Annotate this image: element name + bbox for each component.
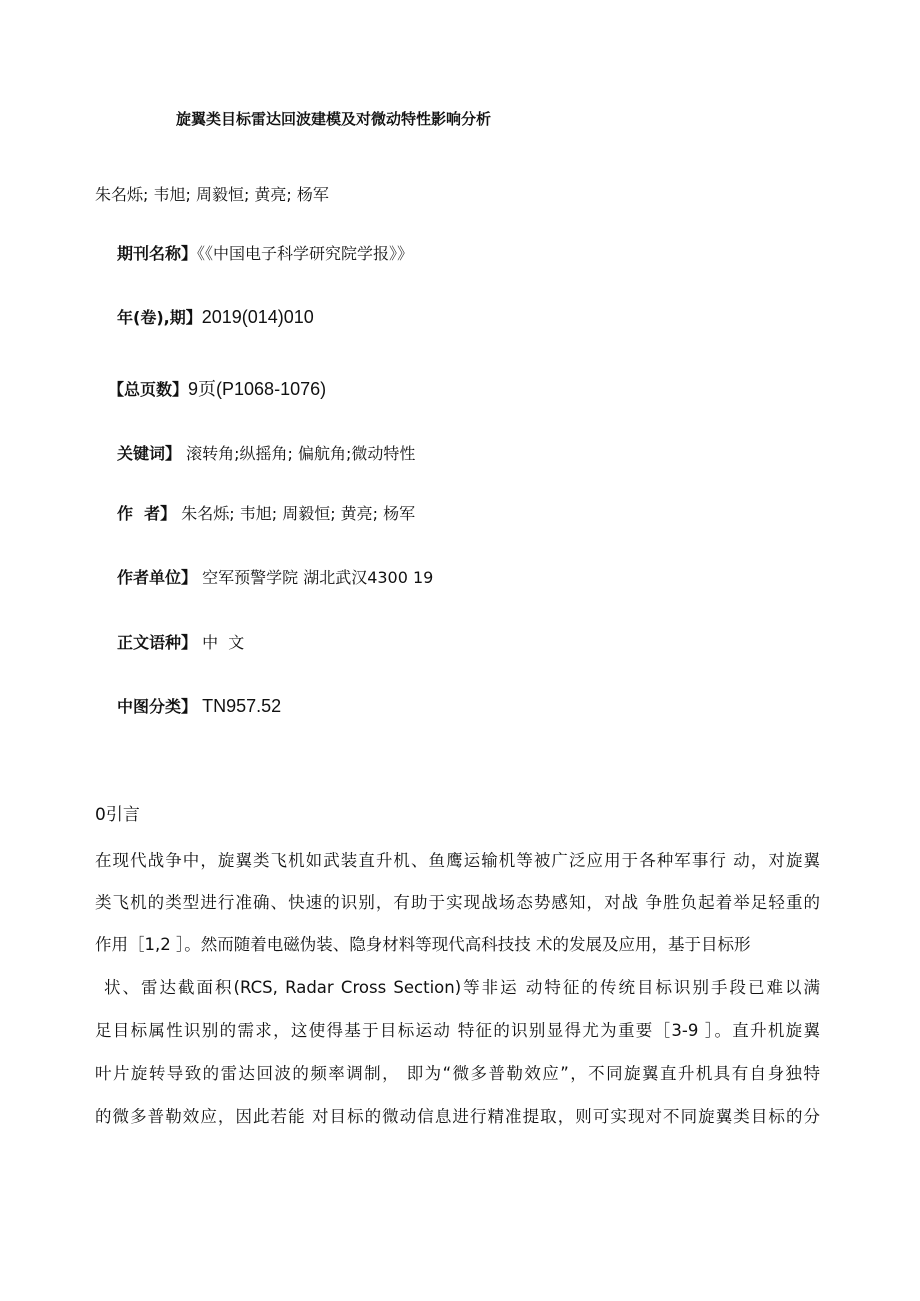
meta-classification — [117, 694, 281, 717]
meta-keywords — [117, 441, 415, 464]
meta-authors — [117, 501, 415, 524]
meta-value: 《《中国电子科学研究院学报》》 — [197, 244, 414, 263]
meta-value: TN957.52 — [202, 696, 282, 716]
author-list: 朱名烁; 韦旭; 周毅恒; 黄亮; 杨军 — [95, 185, 329, 204]
meta-label: 中图分类】 — [117, 697, 198, 716]
body-line: 在现代战争中，旋翼类飞机如武装直升机、鱼鹰运输机等被广泛应用于各种军事行 动，对旋翼 — [95, 851, 820, 870]
meta-volume — [117, 305, 314, 328]
meta-value: 2019(014)010 — [201, 307, 314, 327]
meta-pages — [108, 375, 326, 401]
body-line: 足目标属性识别的需求，这使得基于目标运动 特征的识别显得尤为重要［3-9 ］。直升机旋翼 — [95, 1021, 820, 1040]
meta-value: 朱名烁; 韦旭; 周毅恒; 黄亮; 杨军 — [181, 504, 416, 523]
meta-value: 滚转角;纵摇角; 偏航角;微动特性 — [186, 444, 416, 463]
meta-value: 9页(P1068-1076) — [188, 379, 327, 399]
meta-label: 年(卷),期】 — [117, 308, 202, 327]
meta-label: 【总页数】 — [108, 380, 189, 399]
meta-label: 期刊名称】 — [117, 244, 198, 263]
body-line: 状、雷达截面积(RCS, Radar Cross Section)等非运 动特征的传统目标识别手段已难以满 — [104, 978, 820, 997]
meta-label: 正文语种】 — [117, 633, 198, 652]
meta-label: 作者单位】 — [117, 568, 198, 587]
meta-label: 作 者】 — [117, 504, 177, 523]
meta-value: 空军预警学院 湖北武汉4300 19 — [202, 568, 434, 587]
paper-title: 旋翼类目标雷达回波建模及对微动特性影响分析 — [176, 110, 492, 128]
body-line: 叶片旋转导致的雷达回波的频率调制， 即为“微多普勒效应”，不同旋翼直升机具有自身独特 — [95, 1064, 820, 1083]
meta-journal — [117, 241, 413, 264]
meta-value: 中 文 — [202, 633, 245, 652]
body-line: 的微多普勒效应，因此若能 对目标的微动信息进行精准提取，则可实现对不同旋翼类目标的分 — [95, 1107, 820, 1126]
body-line: 作用［1,2 ］。然而随着电磁伪装、隐身材料等现代高科技技 术的发展及应用，基于目标形 — [95, 935, 751, 954]
body-line: 类飞机的类型进行准确、快速的识别，有助于实现战场态势感知，对战 争胜负起着举足轻重的 — [95, 893, 820, 912]
meta-affiliation — [117, 565, 433, 588]
section-heading: 0引言 — [95, 805, 140, 825]
meta-language — [117, 630, 244, 653]
meta-label: 关键词】 — [117, 444, 182, 463]
